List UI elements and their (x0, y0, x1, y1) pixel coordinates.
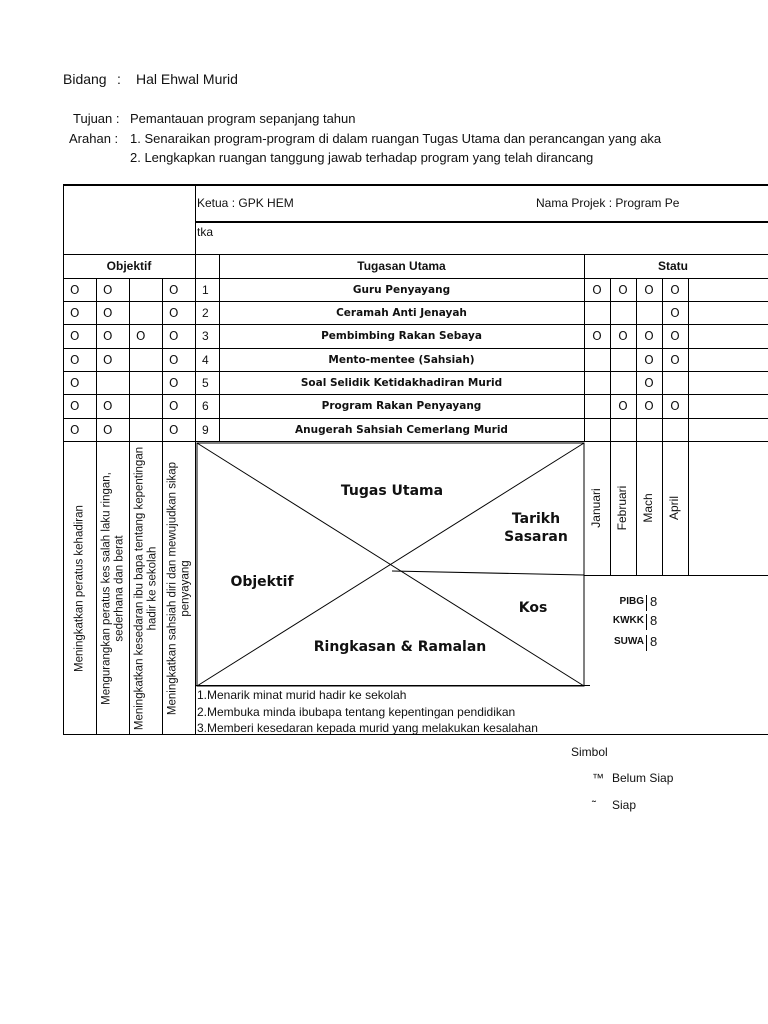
summary-line: 1.Menarik minat murid hadir ke sekolah (197, 688, 407, 702)
summary-line: 3.Memberi kesedaran kepada murid yang melakukan kesalahan (197, 721, 538, 735)
bidang-separator: : (117, 71, 121, 87)
diagram-kos: Kos (518, 600, 548, 616)
task-name: Ceramah Anti Jenayah (336, 306, 467, 319)
diagram-tugas-utama: Tugas Utama (340, 483, 444, 499)
nama-projek-label: Nama Projek : Program Pe (536, 196, 680, 210)
status-mark: O (670, 399, 680, 413)
row-number: 1 (202, 282, 209, 297)
kos-value: 8 (650, 594, 658, 609)
tujuan-value: Pemantauan program sepanjang tahun (130, 111, 356, 126)
objective-mark: O (103, 305, 113, 320)
status-mark (584, 301, 610, 324)
row2-text: tka (197, 225, 214, 239)
bidang-value: Hal Ehwal Murid (136, 71, 238, 87)
status-mark (610, 301, 636, 324)
objective-mark: O (70, 282, 80, 297)
objective-mark: O (70, 399, 80, 413)
status-mark (662, 371, 688, 394)
row-number: 5 (202, 375, 209, 390)
objective-mark (129, 301, 162, 324)
objective-mark: O (136, 329, 146, 343)
objective-mark (129, 371, 162, 394)
objective-mark: O (169, 282, 179, 297)
bidang-label: Bidang (63, 71, 107, 87)
status-mark: O (618, 282, 628, 297)
arahan-label: Arahan : (69, 131, 119, 146)
status-mark: O (670, 305, 680, 320)
objektif-header: Objektif (106, 259, 152, 273)
status-mark: O (644, 352, 654, 367)
status-mark (636, 418, 662, 441)
kos-label: KWKK (612, 615, 644, 626)
arahan-item-1: 1. Senaraikan program-program di dalam ruangan Tugas Utama dan perancangan yang aka (130, 131, 662, 146)
diagram-tarikh-sasaran: Tarikh Sasaran (504, 511, 568, 545)
objective-mark (96, 371, 129, 394)
status-mark: O (644, 329, 654, 343)
task-name: Mento-mentee (Sahsiah) (328, 353, 475, 366)
legend-label-siap: Siap (612, 798, 637, 812)
status-mark (662, 418, 688, 441)
status-mark: O (670, 329, 680, 343)
status-mark (584, 371, 610, 394)
diagram-objektif: Objektif (230, 574, 294, 590)
kos-divider (646, 635, 647, 651)
status-mark (610, 348, 636, 371)
objective-mark: O (103, 422, 113, 437)
legend-label-belum-siap: Belum Siap (612, 771, 674, 785)
objective-mark (129, 278, 162, 301)
status-mark: O (618, 399, 628, 413)
row-number: 2 (202, 305, 209, 320)
objective-mark: O (70, 375, 80, 390)
objective-mark: O (103, 399, 113, 413)
task-name: Program Rakan Penyayang (321, 400, 482, 412)
status-mark: O (644, 282, 654, 297)
diagram-ringkasan: Ringkasan & Ramalan (313, 639, 487, 655)
task-name: Anugerah Sahsiah Cemerlang Murid (295, 423, 508, 436)
kos-value: 8 (650, 634, 658, 649)
arahan-item-2: 2. Lengkapkan ruangan tanggung jawab terhadap program yang telah dirancang (130, 150, 594, 165)
status-mark: O (618, 329, 628, 343)
tujuan-label: Tujuan : (73, 111, 120, 126)
status-mark: O (644, 375, 654, 390)
kos-divider (646, 595, 647, 611)
objective-mark (129, 418, 162, 441)
status-mark (584, 394, 610, 418)
status-mark (636, 301, 662, 324)
month-label: Mach (641, 493, 655, 523)
kos-label: PIBG (619, 596, 644, 607)
task-name: Soal Selidik Ketidakhadiran Murid (300, 376, 503, 389)
task-name: Pembimbing Rakan Sebaya (321, 330, 482, 342)
kos-divider (646, 614, 647, 630)
objective-mark: O (103, 352, 113, 367)
objective-mark: O (169, 422, 179, 437)
kos-value: 8 (650, 613, 658, 628)
month-label: Februari (615, 485, 629, 531)
row-number: 9 (202, 422, 209, 437)
objective-mark: O (70, 329, 80, 343)
month-label: Januari (589, 488, 603, 528)
objective-mark: O (70, 305, 80, 320)
objective-label: Meningkatkan kesedaran ibu bapa tentang kepentingan hadir ke sekolah (132, 446, 158, 730)
objective-mark: O (103, 329, 113, 343)
status-mark (584, 418, 610, 441)
objective-mark: O (169, 352, 179, 367)
status-mark: O (670, 282, 680, 297)
legend-symbol-belum-siap: ™ (592, 771, 604, 785)
task-name: Guru Penyayang (352, 283, 451, 296)
status-mark: O (592, 329, 602, 343)
month-label: April (667, 496, 681, 521)
objective-label: Meningkatkan sahsiah diri dan mewujudkan sikap penyayang (165, 461, 191, 715)
row-number: 6 (202, 399, 209, 413)
status-mark (610, 418, 636, 441)
status-header: Statu (658, 259, 688, 273)
objective-mark: O (103, 282, 113, 297)
summary-block (197, 687, 538, 737)
objective-mark: O (169, 375, 179, 390)
objective-mark (129, 348, 162, 371)
status-mark (584, 348, 610, 371)
objective-mark: O (70, 422, 80, 437)
status-mark (610, 371, 636, 394)
row-number: 4 (202, 352, 209, 367)
objective-label: Mengurangkan peratus kes salah laku ringan, sederhana dan berat (99, 471, 125, 705)
objective-mark: O (169, 399, 179, 413)
row-number: 3 (202, 329, 209, 343)
legend-symbol-siap: ˜ (592, 798, 596, 812)
objective-mark: O (169, 305, 179, 320)
legend-title: Simbol (571, 745, 608, 759)
status-mark: O (670, 352, 680, 367)
objective-label: Meningkatkan peratus kehadiran (73, 504, 85, 672)
objective-mark: O (70, 352, 80, 367)
status-mark: O (592, 282, 602, 297)
objective-mark (129, 394, 162, 418)
status-mark: O (644, 399, 654, 413)
kos-label: SUWA (614, 636, 644, 647)
objective-mark: O (169, 329, 179, 343)
tugasan-header: Tugasan Utama (357, 259, 446, 273)
summary-line: 2.Membuka minda ibubapa tentang kepentingan pendidikan (197, 704, 516, 719)
ketua-label: Ketua : GPK HEM (197, 196, 294, 210)
